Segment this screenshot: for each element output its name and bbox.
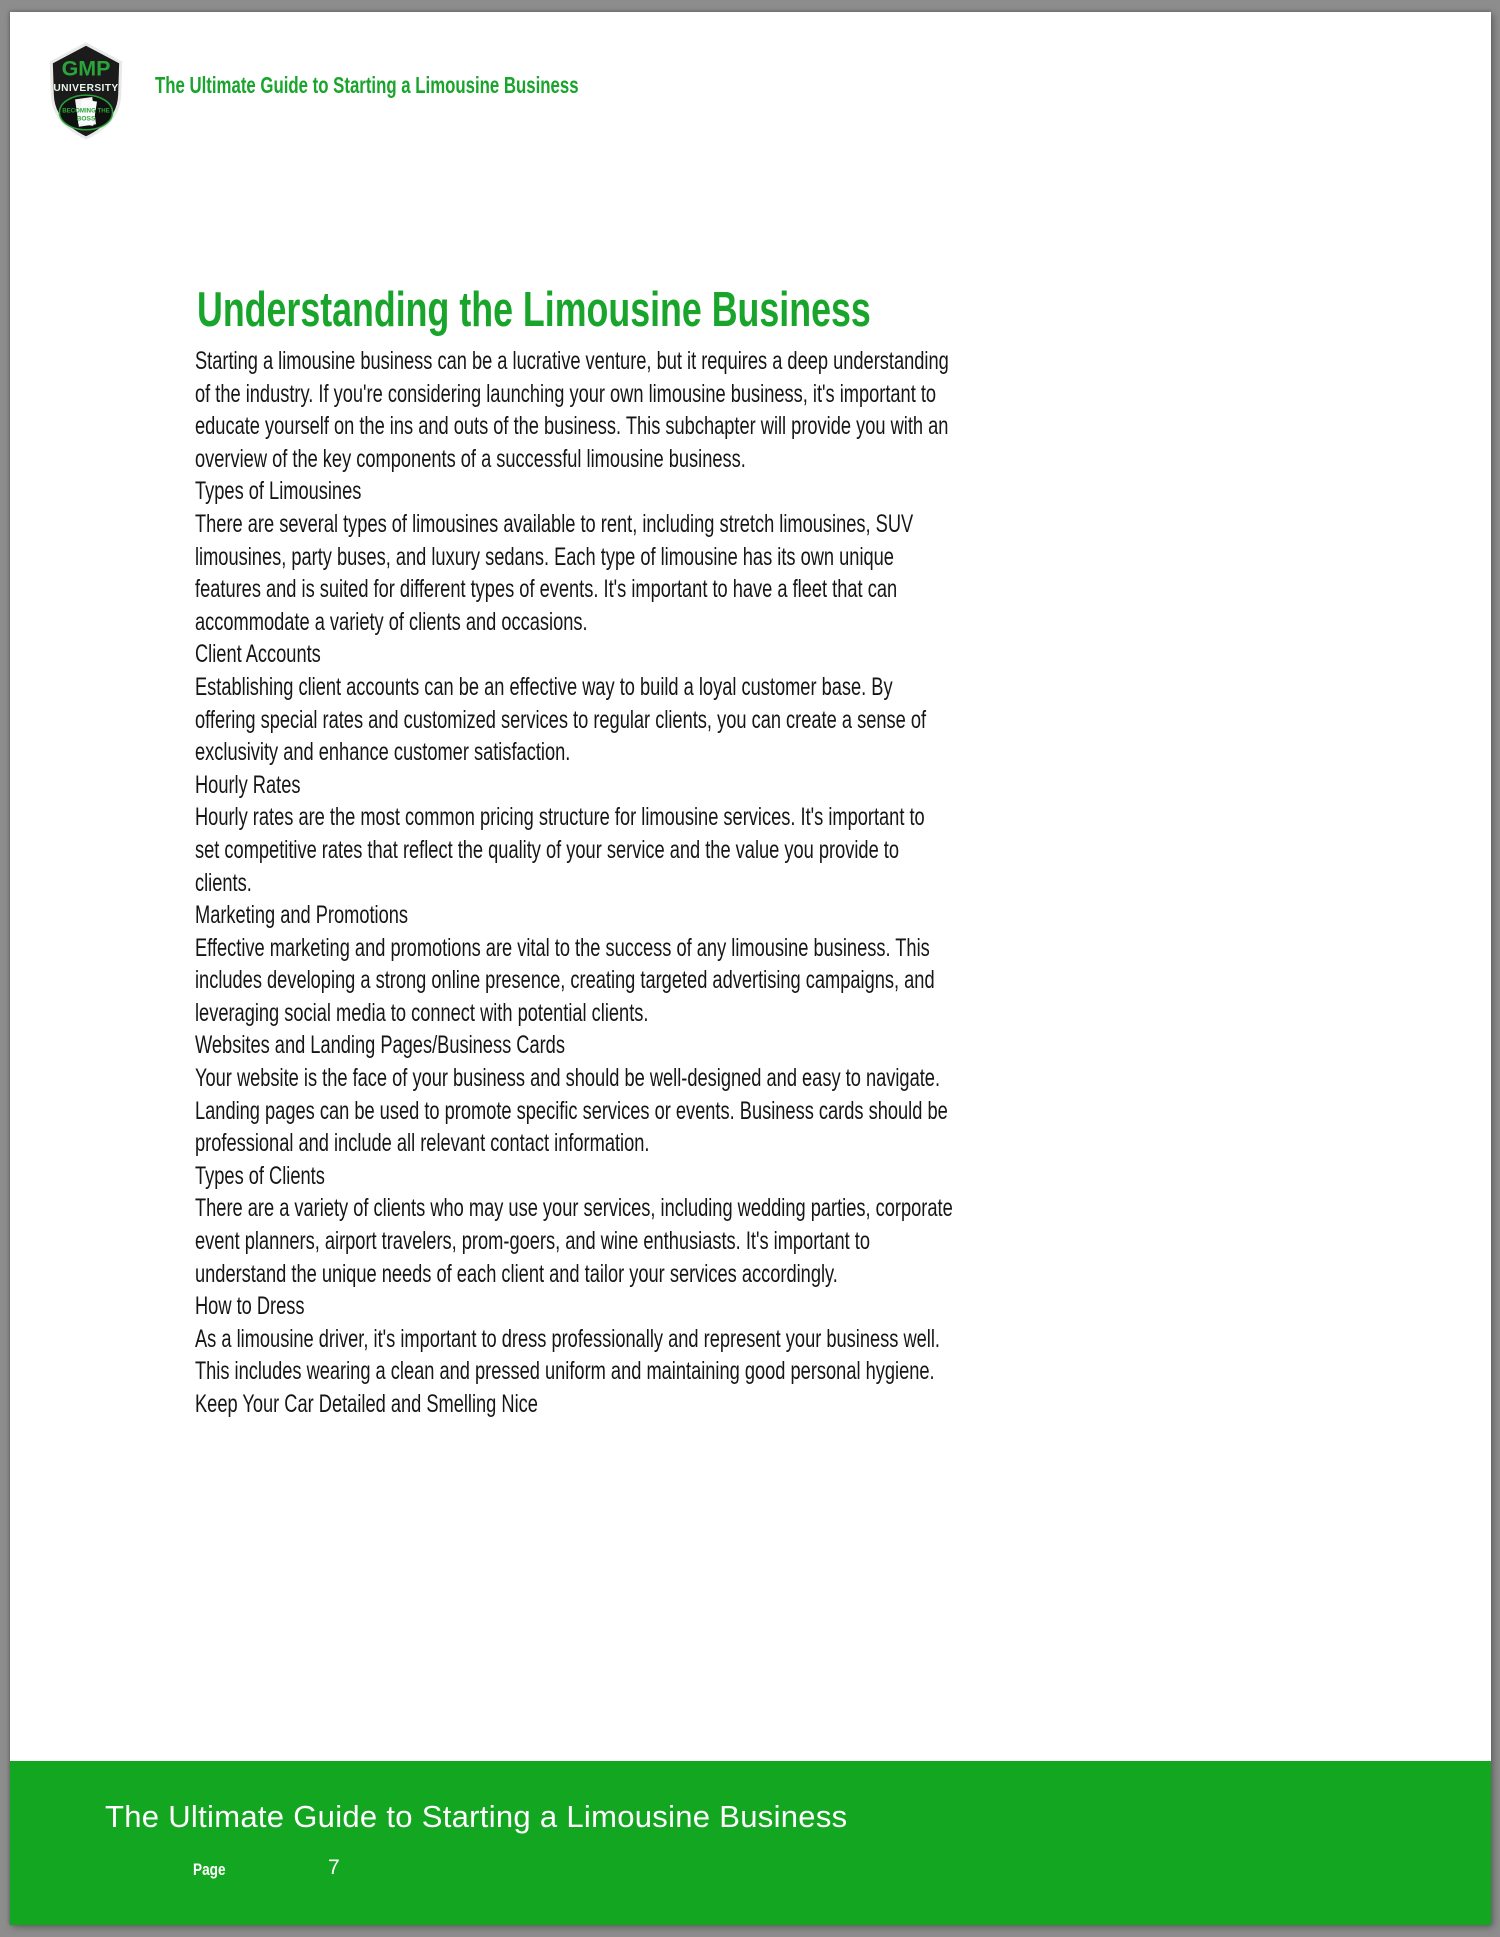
body-text-line: of the industry. If you're considering launching your own limousine business, it's important to: [195, 379, 937, 408]
body-text-line: features and is suited for different types of events. It's important to have a fleet that can: [195, 575, 898, 604]
body-text-line: There are a variety of clients who may use your services, including wedding parties, corporate: [195, 1194, 953, 1223]
page-footer: [10, 1761, 1491, 1925]
body-text-line: There are several types of limousines available to rent, including stretch limousines, SUV: [195, 509, 914, 538]
body-text-line: educate yourself on the ins and outs of the business. This subchapter will provide you with an: [195, 412, 949, 441]
logo-gmp-text: GMP: [61, 56, 111, 81]
body-text-line: Establishing client accounts can be an effective way to build a loyal customer base. By: [195, 672, 893, 701]
body-text-line: clients.: [195, 868, 252, 897]
body-text-line: Landing pages can be used to promote specific services or events. Business cards should be: [195, 1096, 948, 1125]
logo-university-text: UNIVERSITY: [53, 83, 119, 94]
body-text-line: Your website is the face of your business and should be well-designed and easy to navigate.: [195, 1064, 941, 1093]
body-text-line: professional and include all relevant contact information.: [195, 1129, 650, 1158]
body-text-line: overview of the key components of a successful limousine business.: [195, 444, 746, 473]
body-text-line: Websites and Landing Pages/Business Cards: [195, 1031, 565, 1060]
footer-page-number: 7: [328, 1856, 340, 1879]
body-text: [195, 345, 953, 1421]
gmp-university-logo-icon: [46, 42, 126, 140]
body-text-line: offering special rates and customized services to regular clients, you can create a sense of: [195, 705, 927, 734]
body-text-line: includes developing a strong online presence, creating targeted advertising campaigns, and: [195, 966, 935, 995]
body-text-line: set competitive rates that reflect the quality of your service and the value you provide to: [195, 835, 900, 864]
body-text-line: Hourly rates are the most common pricing structure for limousine services. It's important to: [195, 803, 925, 832]
body-text-line: Client Accounts: [195, 640, 321, 669]
footer-page-label: Page: [193, 1860, 226, 1879]
page-title: Understanding the Limousine Business: [197, 283, 871, 337]
footer-title: The Ultimate Guide to Starting a Limousine Business: [105, 1799, 848, 1834]
document-page: [10, 12, 1491, 1925]
body-text-line: Effective marketing and promotions are vital to the success of any limousine business. This: [195, 933, 930, 962]
body-text-line: understand the unique needs of each client and tailor your services accordingly.: [195, 1259, 838, 1288]
body-text-line: Hourly Rates: [195, 770, 301, 799]
body-text-line: This includes wearing a clean and pressed uniform and maintaining good personal hygiene.: [195, 1357, 935, 1386]
logo-tagline-line1: BECOMING THE: [62, 107, 110, 115]
body-text-line: exclusivity and enhance customer satisfaction.: [195, 738, 571, 767]
body-text-line: event planners, airport travelers, prom-goers, and wine enthusiasts. It's important to: [195, 1227, 871, 1256]
body-text-line: limousines, party buses, and luxury sedans. Each type of limousine has its own unique: [195, 542, 894, 571]
header-title: The Ultimate Guide to Starting a Limousine Business: [155, 72, 579, 98]
logo-tagline-line2: BOSS: [76, 115, 96, 123]
body-text-line: How to Dress: [195, 1292, 305, 1321]
body-text-line: As a limousine driver, it's important to dress professionally and represent your business well.: [195, 1324, 940, 1353]
body-text-line: Types of Clients: [195, 1161, 325, 1190]
body-text-line: Keep Your Car Detailed and Smelling Nice: [195, 1390, 538, 1418]
body-text-line: Starting a limousine business can be a lucrative venture, but it requires a deep understanding: [195, 347, 949, 375]
body-text-line: Types of Limousines: [195, 477, 362, 506]
body-text-line: leveraging social media to connect with potential clients.: [195, 998, 649, 1027]
body-text-line: accommodate a variety of clients and occasions.: [195, 607, 588, 636]
body-text-line: Marketing and Promotions: [195, 901, 409, 930]
